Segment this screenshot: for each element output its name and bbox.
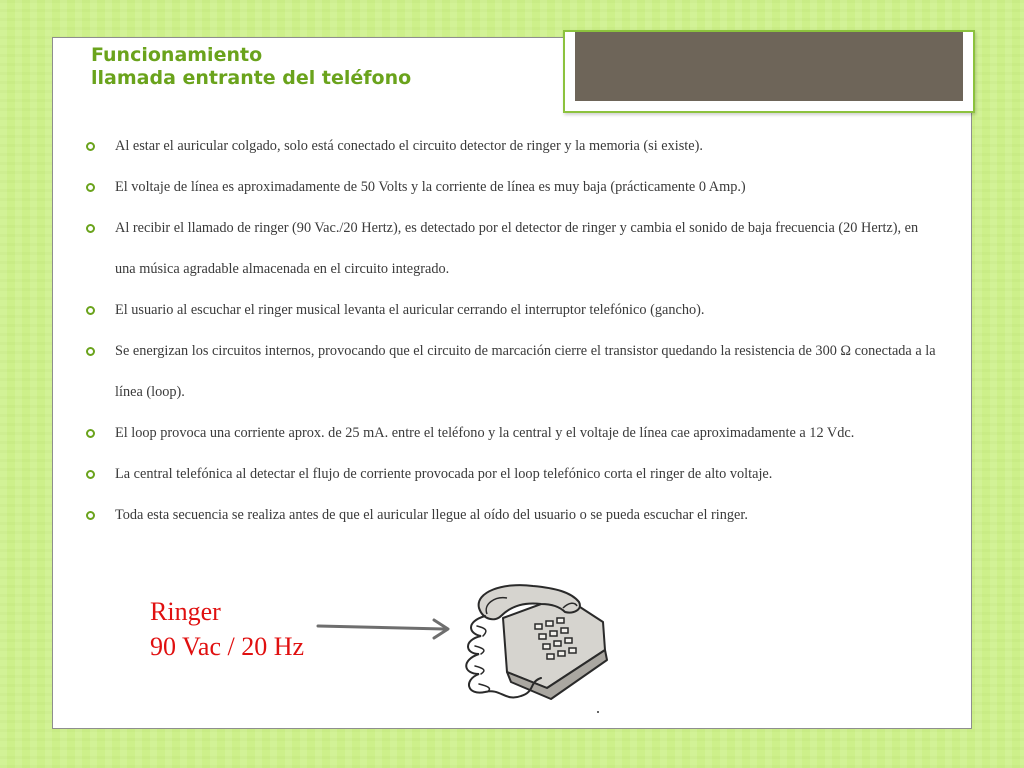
bullet-text: El loop provoca una corriente aprox. de 25 mA. entre el teléfono y la central y el voltaje de línea cae aproximadamente a 12 Vdc. xyxy=(115,425,855,441)
bullet-list xyxy=(86,126,936,536)
bullet-item xyxy=(86,208,936,290)
ring-bullet-icon xyxy=(86,470,95,479)
ringer-caption-line-1: Ringer xyxy=(150,597,221,626)
bullet-text: El usuario al escuchar el ringer musical levanta el auricular cerrando el interruptor telefónico (gancho). xyxy=(115,302,705,318)
photo-placeholder xyxy=(575,32,963,101)
bullet-item xyxy=(86,495,936,536)
bullet-text: Al estar el auricular colgado, solo está conectado el circuito detector de ringer y la memoria (si existe). xyxy=(115,138,703,154)
ringer-caption xyxy=(150,594,304,664)
ring-bullet-icon xyxy=(86,183,95,192)
bullet-text: Al recibir el llamado de ringer (90 Vac./20 Hertz), es detectado por el detector de ringer y cambia el sonido de baja frecuencia (20 Hertz), en una música agradable almacenada en el circuito integrado. xyxy=(115,220,919,277)
ring-bullet-icon xyxy=(86,142,95,151)
title-line-2: llamada entrante del teléfono xyxy=(91,67,412,89)
ring-bullet-icon xyxy=(86,306,95,315)
slide-title xyxy=(91,44,411,90)
bullet-item xyxy=(86,290,936,331)
stray-mark xyxy=(597,711,599,713)
bullet-text: Se energizan los circuitos internos, provocando que el circuito de marcación cierre el transistor quedando la resistencia de 300 Ω conectada a la línea (loop). xyxy=(115,343,936,400)
bullet-text: Toda esta secuencia se realiza antes de que el auricular llegue al oído del usuario o se pueda escuchar el ringer. xyxy=(115,507,748,523)
bullet-item xyxy=(86,454,936,495)
ring-bullet-icon xyxy=(86,429,95,438)
bullet-item xyxy=(86,413,936,454)
title-line-1: Funcionamiento xyxy=(91,44,263,66)
bullet-item xyxy=(86,126,936,167)
bullet-item xyxy=(86,167,936,208)
ring-bullet-icon xyxy=(86,224,95,233)
bullet-text: La central telefónica al detectar el flujo de corriente provocada por el loop telefónico corta el ringer de alto voltaje. xyxy=(115,466,773,482)
arrow-right-icon xyxy=(316,616,456,640)
ring-bullet-icon xyxy=(86,511,95,520)
bullet-text: El voltaje de línea es aproximadamente de 50 Volts y la corriente de línea es muy baja (prácticamente 0 Amp.) xyxy=(115,179,746,195)
photo-frame xyxy=(563,30,975,113)
rotary-telephone-icon xyxy=(455,578,615,713)
bullet-item xyxy=(86,331,936,413)
ring-bullet-icon xyxy=(86,347,95,356)
ringer-caption-line-2: 90 Vac / 20 Hz xyxy=(150,632,305,661)
